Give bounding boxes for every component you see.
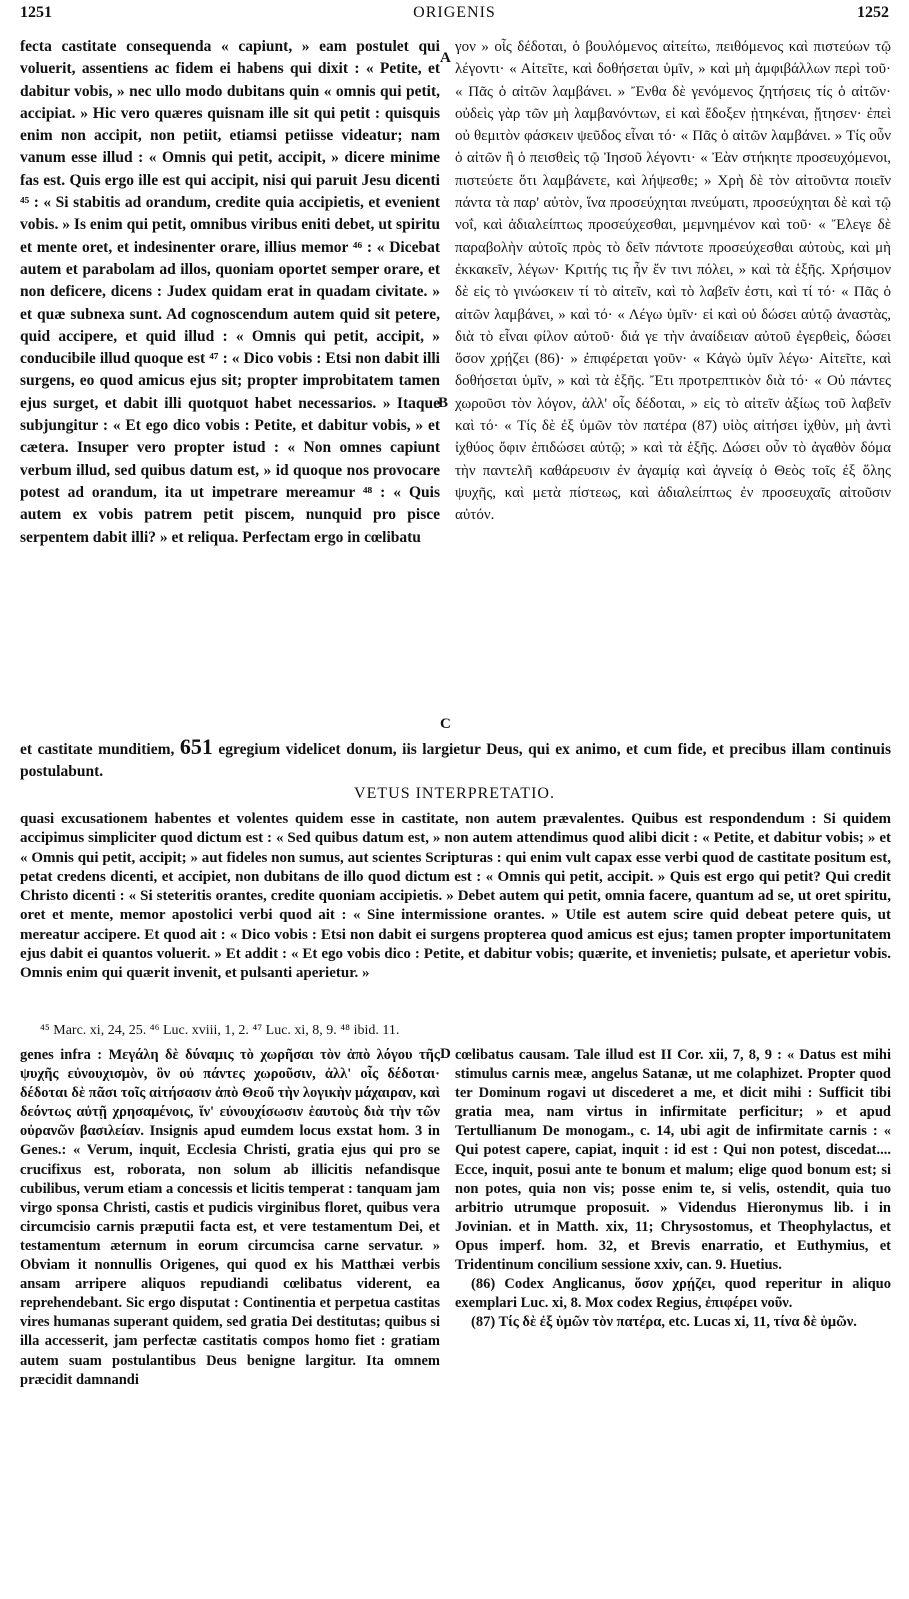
greek-text: γον » οἷς δέδοται, ὁ βουλόμενος αἰτείτω, πειθόμενος καὶ πιστεύων τῷ λέγοντι· « Αἰτεῖτε, καὶ δοθήσεται ὑμῖν, » καὶ μὴ ἀμφιβάλλων περὶ τοῦ· « Πᾶς ὁ αἰτῶν λαμβάνει. » Ἔνθα δὲ γενόμενος ζητήσεις τίς ὁ αἰτῶν· οὐδεὶς γὰρ τῶν μὴ λαμβανόντων, εἰ καὶ ἔδοξεν ᾐτηκέναι, ᾔτησεν· ἐπεὶ οὐ θεμιτὸν φάσκειν ψεῦδος εἶναι τό· « Πᾶς ὁ αἰτῶν λαμβάνει. » Τίς οὖν ὁ αἰτῶν ἢ ὁ πεισθεὶς τῷ Ἰησοῦ λέγοντι· « Ἐὰν στήκητε προσευχόμενοι, πιστεύετε ὅτι λαμβάνετε, καὶ λήψεσθε; » Χρὴ δὲ τὸν αἰτοῦντα ποιεῖν πάντα τὰ παρ' αὐτὸν, ἵνα προσεύχηται πνεύματι, προσεύχηται δὲ καὶ τῷ νοΐ, καὶ ἀδιαλείπτως προσεύχεσθαι, μεμνημένον καὶ τοῦ· « Ἔλεγε δὲ παραβολὴν αὐτοῖς πρὸς τὸ δεῖν πάντοτε προσεύχεσθαι αὐτοὺς, καὶ μὴ ἐκκακεῖν, λέγων· Κριτής τις ἦν ἔν τινι πόλει, » καὶ τὰ ἑξῆς. Χρήσιμον δὲ εἰς τὸ γινώσκειν τί τὸ αἰτεῖν, καὶ τὸ λαβεῖν ἐστι, καὶ τί τό· « Πᾶς ὁ αἰτῶν λαμβάνει, » καὶ τό· « Λέγω ὑμῖν· εἰ καὶ οὐ δώσει αὐτῷ ἀναστὰς, διὰ τὸ εἶναι φίλον αὐτοῦ· διά γε τὴν ἀναίδειαν αὐτοῦ ἐγερθεὶς, δώσει ὅσον χρῄζει (86)· » ἐπιφέρεται γοῦν· « Κἀγὼ ὑμῖν λέγω· Αἰτεῖτε, καὶ δοθήσεται ὑμῖν, » καὶ τὰ ἑξῆς. Ἔτι προτρεπτικὸν διὰ τό· « Οὐ πάντες χωροῦσι τὸν λόγον, ἀλλ' οἷς δέδοται, » εἰς τὸ αἰτεῖν ἀξίως τοῦ λαβεῖν καὶ τό· « Τίς δὲ ἐξ ὑμῶν τὸν πατέρα (87) υἱὸς αἰτήσει ἰχθὺν, μὴ ἀντὶ ἰχθύος ὄφιν ἐπιδώσει αὐτῷ; » καὶ τὰ ἑξῆς. Δώσει οὖν τὸ ἀγαθὸν δόμα τὴν παντελῆ καθάρευσιν ἐν ἀγαμίᾳ καὶ ἁγνείᾳ ὁ Θεὸς τοῖς ἐξ ὅλης ψυχῆς, καὶ μετὰ πίστεως, καὶ ἀδιαλείπτως ἐν προσευχαῖς αἰτοῦσιν αὐτόν.	[455, 39, 891, 524]
greek-text-column	[455, 36, 891, 527]
latin-translation-column	[20, 36, 440, 549]
notes-right-text: cœlibatus causam. Tale illud est II Cor. xii, 7, 8, 9 : « Datus est mihi stimulus carnis meæ, angelus Satanæ, ut me colaphizet. Propter quod ter Dominum rogavi ut discederet a me, et dicit mihi : Sufficit tibi gratia mea, nam virtus in infirmitate perficitur; » et apud Tertullianum De monogam., c. 14, ubi agit de infirmitate carnis : « Qui potest capere, capiat, inquit : id est : Qui non potest, discedat.... Ecce, inquit, posui ante te bonum et malum; elige quod bonum est; si non potes, quia non vis; posse enim te, si velis, ostendit, quia tuo arbitrio utrumque proposuit. » Videndus Hieronymus lib. i in Jovinian. et in Matth. xix, 11; Chrysostomus, et Theophylactus, et Opus imperf. hom. 32, et Brevis enarratio, et Euthymius, et Tridentinum concilium sessione xxiv, can. 9. Huetius.	[455, 1047, 891, 1274]
note-87: (87) Τίς δὲ ἐξ ὑμῶν τὸν πατέρα, etc. Lucas xi, 11, τίνα δὲ ὑμῶν.	[471, 1314, 857, 1331]
vetus-interpretatio-text: quasi excusationem habentes et volentes quidem esse in castitate, non autem prævalentes. Quibus est respondendum : Si quidem accipimus simpliciter quod dictum est : « Sed quibus datum est, » non autem attendimus quod alibi dicit : « Petite, et dabitur vobis; » et « Omnis qui petit, accipit; » aut fideles non sumus, aut scientes Scripturas : qui enim vult capax esse verbi quod de castitate positum est, petat credens dicenti, et accipiet, non dubitans de illo quod dictum est : « Omnis qui petit, accipit. » Quis est ergo qui petit? Qui credit Christo dicenti : « Si steteritis orantes, credite quoniam accipietis. » Debet autem qui petit, omnia facere, quantum ad se, ut oret spiritu, oret et mente, memor apostolici verbi quod ait : « Sine intermissione orantes. » Utile est autem scire quid debeat petere quis, ut mereatur accipere. Et quod ait : « Dico vobis : Etsi non dabit ei surgens propterea quod amicus est ejus; tamen propter importunitatem ejus dabit ei quantos voluerit. » Et addit : « Et ego vobis dico : Petite, et dabitur vobis; quærite, et invenietis; pulsate, et aperietur vobis. Omnis enim qui quærit invenit, et pulsanti aperietur. »	[20, 811, 891, 982]
notes-left-column	[20, 1046, 440, 1390]
margin-letter-a: A	[440, 50, 451, 66]
section-title: VETUS INTERPRETATIO.	[354, 785, 555, 802]
notes-left-text: genes infra : Μεγάλη δὲ δύναμις τὸ χωρῆσαι τὸν ἀπὸ λόγου τῆς ψυχῆς εὐνουχισμὸν, ὃν οὐ πάντες χωροῦσιν, ἀλλ' οἷς δέδοται· δέδοται δὲ πᾶσι τοῖς αἰτήσασιν ἀπὸ Θεοῦ τὴν λογικὴν μάχαιραν, καὶ δεόντως αὐτῇ χρησαμένοις, ἵν' εὐνουχίσωσιν ἑαυτοὺς διὰ τὴν τῶν οὐρανῶν βασιλείαν. Insignis apud eumdem locus exstat hom. 3 in Genes.: « Verum, inquit, Ecclesia Christi, gratia ejus qui pro se crucifixus est, roborata, non solum ab illicitis nefandisque cubilibus, verum etiam a concessis et licitis temperat : tanquam jam virgo sponsa Christi, castis et pudicis virginibus floret, quibus vera circumcisio carnis præputii facta est, et vere testamentum Dei, et testamentum æternum in eorum circumcisa carne servatur. » Obviam it nonnullis Origenes, qui quod ex his Matthæi verbis ansam arripere aliquos repudiandi cœlibatus viderent, ea reprehendebant. Sic ergo disputat : Continentia et perpetua castitas vires humanas superant quidem, sed gratia Dei destitutas; quibus si illa accesserit, jam perfectæ castitatis compos homo fiet : gratiam autem suam postulantibus Deus benigne largitur. Ita omnem præcidit damnandi	[20, 1047, 440, 1388]
continuation-before: et castitate munditiem,	[20, 741, 175, 758]
continuation-after: egregium videlicet donum, iis largietur Deus, qui ex animo, et cum fide, et precibus illam continuis postulabunt.	[20, 741, 891, 780]
running-title: ORIGENIS	[413, 4, 496, 21]
margin-letter-c: C	[440, 716, 451, 732]
page-number-left: 1251	[20, 4, 52, 21]
margin-letter-b: B	[438, 395, 449, 411]
notes-right-column	[455, 1046, 891, 1332]
scripture-references: ⁴⁵ Marc. xi, 24, 25. ⁴⁶ Luc. xviii, 1, 2. ⁴⁷ Luc. xi, 8, 9. ⁴⁸ ibid. 11.	[40, 1023, 400, 1038]
note-86: (86) Codex Anglicanus, ὅσον χρῄζει, quod reperitur in aliquo exemplari Luc. xi, 8. Mox codex Regius, ἐπιφέρει νοῦν.	[455, 1276, 891, 1312]
continuation-line	[20, 736, 891, 783]
page-number-right: 1252	[857, 4, 889, 21]
latin-translation-text: fecta castitate consequenda « capiunt, » eam postulet qui voluerit, assentiens ac fidem ei habens qui dixit : « Petite, et dabitur vobis, » nec ullo modo dubitans quin « omnis qui petit, accipiat. » Hic vero quæres quisnam ille sit qui petit : quisquis enim non accipit, non petiit, etiamsi petiisse videatur; nam vanum esse illud : « Omnis qui petit, accipit, » dicere minime fas est. Quis ergo ille est qui accipit, nisi qui paruit Jesu dicenti ⁴⁵ : « Si stabitis ad orandum, credite quia accipietis, et evenient vobis. » Is enim qui petit, omnibus viribus eniti debet, ut spiritu et mente oret, et indesinenter orare, illius memor ⁴⁶ : « Dicebat autem et parabolam ad illos, quoniam oportet semper orare, et non deficere, dicens : Judex quidam erat in quadam civitate. » et quæ subnexa sunt. Ad cognoscendum autem quid sit petere, quid accipere, et quid illud : « Omnis qui petit, accipit, » conducibile illud quoque est ⁴⁷ : « Dico vobis : Etsi non dabit illi surgens, eo quod amicus ejus sit; propter improbitatem tamen ejus surget, et dabit illi quotquot habet necessarios. » Itaque subjungitur : « Et ego dico vobis : Petite, et dabitur vobis, » et cætera. Insuper vero propter istud : « Non omnes capiunt verbum illud, sed quibus datum est, » id quoque nos provocare potest ad orandum, ita ut impetrare mereamur ⁴⁸ : « Quis autem ex vobis patrem petit piscem, nunquid pro pisce serpentem dabit illi? » et reliqua. Perfectam ergo in cœlibatu	[20, 38, 440, 546]
column-number: 651	[179, 734, 213, 759]
margin-letter-d: D	[440, 1046, 451, 1062]
running-header	[20, 4, 889, 30]
